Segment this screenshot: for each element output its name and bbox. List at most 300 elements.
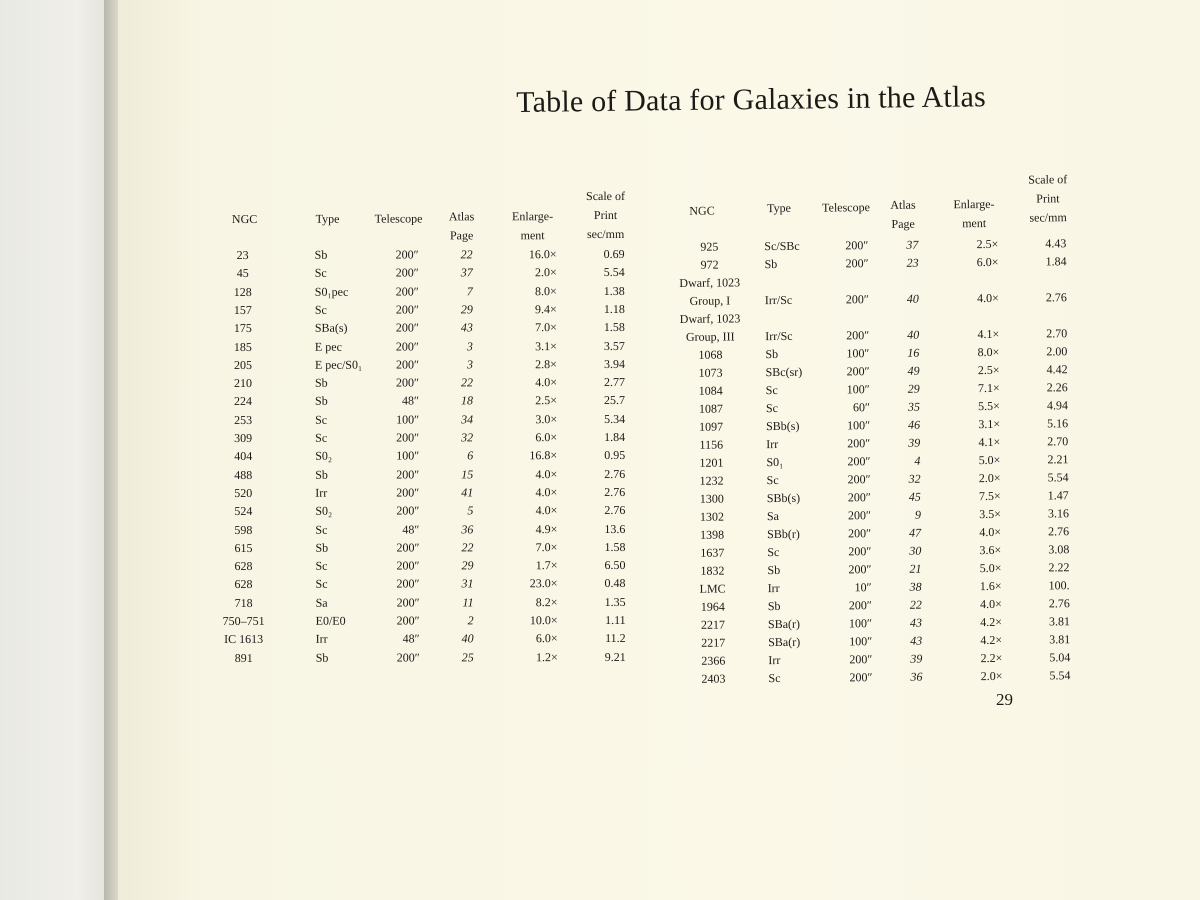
type-cell: Sc bbox=[768, 670, 781, 686]
ngc-cell: IC 1613 bbox=[224, 632, 264, 647]
enlargement-cell: 2.8× bbox=[535, 356, 557, 371]
atlas-page-cell: 23 bbox=[906, 255, 919, 270]
atlas-page-cell: 49 bbox=[907, 363, 920, 378]
telescope-cell: 200″ bbox=[396, 576, 420, 591]
header-type: Type bbox=[315, 211, 340, 226]
atlas-page-cell: 29 bbox=[460, 302, 473, 317]
ngc-cell: 1964 bbox=[700, 599, 725, 614]
atlas-page-cell: 9 bbox=[914, 507, 922, 522]
ngc-cell: 524 bbox=[234, 504, 253, 519]
header-enlargement: Enlarge- ment bbox=[512, 209, 554, 243]
enlargement-cell: 6.0× bbox=[976, 254, 999, 270]
atlas-page-cell: 46 bbox=[908, 417, 921, 432]
telescope-cell: 100″ bbox=[846, 382, 870, 397]
header-scale: Scale of Print sec/mm bbox=[585, 188, 626, 242]
type-cell: S0₂ bbox=[315, 449, 333, 464]
scale-cell: 13.6 bbox=[604, 521, 626, 536]
type-cell: SBa(r) bbox=[767, 616, 801, 632]
telescope-cell: 200″ bbox=[396, 540, 420, 555]
type-cell: Irr bbox=[767, 580, 780, 596]
ngc-cell: 1302 bbox=[699, 509, 725, 524]
enlargement-cell: 2.2× bbox=[980, 650, 1003, 666]
atlas-page-cell: 31 bbox=[461, 576, 474, 591]
enlargement-cell: 2.0× bbox=[978, 470, 1001, 486]
ngc-cell: Dwarf, 1023 bbox=[679, 311, 741, 326]
scale-cell: 1.84 bbox=[1045, 254, 1067, 269]
ngc-cell: 185 bbox=[233, 339, 252, 354]
table-row bbox=[227, 446, 687, 466]
atlas-page-cell: 37 bbox=[906, 237, 919, 252]
atlas-page-cell: 5 bbox=[467, 503, 474, 518]
ngc-cell: 925 bbox=[700, 239, 719, 254]
telescope-cell: 100″ bbox=[847, 418, 871, 433]
table-row bbox=[227, 300, 687, 320]
enlargement-cell: 1.7× bbox=[535, 558, 558, 573]
header-telescope: Telescope bbox=[374, 211, 423, 226]
atlas-page-cell: 39 bbox=[908, 435, 921, 450]
enlargement-cell: 8.2× bbox=[535, 594, 558, 609]
scale-cell: 3.81 bbox=[1049, 632, 1071, 647]
scale-cell: 3.57 bbox=[603, 338, 625, 353]
scale-cell: 2.76 bbox=[604, 484, 626, 499]
table-row bbox=[227, 519, 687, 539]
scale-cell: 5.16 bbox=[1047, 416, 1069, 431]
enlargement-cell: 4.0× bbox=[977, 290, 999, 306]
type-cell: Sc bbox=[315, 430, 328, 445]
ngc-cell: 891 bbox=[234, 650, 253, 665]
ngc-cell: Dwarf, 1023 bbox=[679, 275, 741, 290]
ngc-cell: Group, I bbox=[689, 293, 731, 308]
type-cell: SBb(s) bbox=[766, 418, 800, 434]
ngc-cell: 1097 bbox=[699, 419, 724, 434]
enlargement-cell: 3.1× bbox=[978, 416, 1001, 432]
atlas-page-cell: 16 bbox=[907, 345, 920, 360]
telescope-cell: 100″ bbox=[846, 346, 870, 361]
ngc-cell: 488 bbox=[234, 467, 253, 482]
table-row bbox=[227, 355, 687, 375]
ngc-cell: 404 bbox=[234, 449, 253, 464]
table-row bbox=[222, 611, 688, 631]
ngc-cell: 175 bbox=[233, 321, 252, 336]
type-cell: Irr/Sc bbox=[764, 292, 793, 308]
atlas-page-cell: 34 bbox=[461, 412, 474, 427]
enlargement-cell: 2.0× bbox=[534, 265, 557, 280]
telescope-cell: 200″ bbox=[395, 357, 419, 372]
ngc-cell: 1087 bbox=[698, 401, 723, 416]
telescope-cell: 200″ bbox=[848, 544, 872, 559]
atlas-page-cell: 3 bbox=[466, 357, 473, 372]
table-row bbox=[227, 245, 687, 265]
enlargement-cell: 4.2× bbox=[980, 614, 1003, 630]
enlargement-cell: 4.1× bbox=[977, 326, 1000, 342]
scale-cell: 3.94 bbox=[603, 356, 625, 371]
enlargement-cell: 5.0× bbox=[978, 452, 1001, 468]
scale-cell: 3.16 bbox=[1047, 506, 1070, 521]
type-cell: Sc bbox=[314, 266, 327, 281]
scale-cell: 5.34 bbox=[604, 411, 626, 426]
atlas-page-cell: 11 bbox=[462, 595, 474, 610]
scale-cell: 1.35 bbox=[604, 594, 626, 609]
header-atlas-page: Atlas Page bbox=[890, 197, 916, 231]
type-cell: SBb(r) bbox=[767, 526, 800, 542]
type-cell: Sc bbox=[315, 412, 328, 427]
telescope-cell: 200″ bbox=[396, 485, 420, 500]
ngc-cell: 205 bbox=[233, 357, 252, 372]
enlargement-cell: 3.1× bbox=[535, 338, 557, 353]
enlargement-cell: 3.0× bbox=[535, 411, 558, 426]
atlas-page-cell: 41 bbox=[461, 485, 474, 500]
ngc-cell: 750–751 bbox=[222, 613, 265, 629]
type-cell: Sc bbox=[765, 401, 778, 416]
telescope-cell: 200″ bbox=[395, 302, 419, 317]
ngc-cell: 718 bbox=[234, 595, 253, 610]
ngc-cell: 1232 bbox=[699, 473, 724, 488]
atlas-page-cell: 22 bbox=[460, 375, 474, 390]
scale-cell: 2.21 bbox=[1047, 452, 1069, 467]
atlas-page-cell: 35 bbox=[907, 399, 920, 414]
atlas-page-cell: 32 bbox=[908, 471, 921, 486]
atlas-page-cell: 18 bbox=[461, 393, 474, 408]
ngc-cell: 224 bbox=[234, 394, 253, 409]
telescope-cell: 200″ bbox=[848, 562, 872, 577]
table-row bbox=[227, 263, 687, 283]
scale-cell: 2.26 bbox=[1046, 380, 1068, 395]
telescope-cell: 200″ bbox=[396, 595, 420, 610]
enlargement-cell: 7.1× bbox=[977, 380, 1000, 396]
atlas-page-cell: 47 bbox=[909, 525, 922, 540]
telescope-cell: 200″ bbox=[395, 320, 419, 335]
scale-cell: 4.42 bbox=[1046, 362, 1068, 377]
table-row bbox=[227, 373, 687, 393]
table-row bbox=[227, 464, 687, 484]
telescope-cell: 200″ bbox=[847, 454, 871, 469]
enlargement-cell: 4.0× bbox=[535, 466, 558, 481]
type-cell: Sa bbox=[315, 595, 328, 610]
enlargement-cell: 8.0× bbox=[977, 344, 1000, 360]
scale-cell: 9.21 bbox=[604, 649, 626, 664]
ngc-cell: 2217 bbox=[701, 635, 726, 650]
telescope-cell: 48″ bbox=[402, 631, 420, 646]
atlas-page-cell: 37 bbox=[460, 265, 473, 280]
type-cell: Sb bbox=[314, 375, 328, 390]
galaxy-table-left bbox=[222, 0, 648, 900]
telescope-cell: 200″ bbox=[849, 670, 873, 685]
atlas-page-cell: 43 bbox=[910, 633, 923, 648]
telescope-cell: 100″ bbox=[848, 616, 873, 631]
scale-cell: 3.08 bbox=[1048, 542, 1070, 557]
scale-cell: 2.70 bbox=[1047, 434, 1069, 449]
enlargement-cell: 1.6× bbox=[979, 578, 1002, 594]
scale-cell: 11.2 bbox=[605, 631, 626, 646]
scale-cell: 2.77 bbox=[603, 375, 626, 390]
telescope-cell: 200″ bbox=[395, 247, 419, 262]
ngc-cell: 972 bbox=[700, 257, 719, 272]
type-cell: Sc bbox=[766, 472, 779, 488]
ngc-cell: 1201 bbox=[699, 455, 724, 470]
enlargement-cell: 4.0× bbox=[979, 596, 1002, 612]
type-cell: Irr bbox=[766, 437, 779, 452]
galaxy-table-right bbox=[672, 0, 1101, 900]
enlargement-cell: 6.0× bbox=[535, 430, 558, 445]
header-ngc: NGC bbox=[689, 203, 715, 218]
ngc-cell: 1398 bbox=[700, 527, 725, 542]
atlas-page-cell: 40 bbox=[907, 327, 920, 342]
enlargement-cell: 23.0× bbox=[529, 576, 558, 591]
atlas-page-cell: 39 bbox=[910, 651, 923, 666]
enlargement-cell: 16.8× bbox=[529, 448, 558, 463]
scale-cell: 0.69 bbox=[603, 246, 625, 262]
header-atlas-page: Atlas Page bbox=[448, 209, 475, 243]
telescope-cell: 200″ bbox=[847, 472, 871, 487]
table-row bbox=[228, 592, 688, 612]
scale-cell: 2.76 bbox=[604, 466, 626, 481]
type-cell: Sb bbox=[765, 346, 779, 362]
atlas-page-cell: 38 bbox=[909, 579, 922, 594]
telescope-cell: 200″ bbox=[395, 265, 419, 280]
atlas-page-cell: 22 bbox=[460, 247, 473, 262]
type-cell: Sb bbox=[315, 540, 329, 555]
enlargement-cell: 7.0× bbox=[535, 539, 558, 554]
atlas-page-cell: 21 bbox=[909, 561, 922, 576]
atlas-page-cell: 40 bbox=[906, 291, 919, 306]
atlas-page-cell: 36 bbox=[910, 669, 923, 684]
scale-cell: 2.76 bbox=[1048, 596, 1070, 611]
enlargement-cell: 4.9× bbox=[535, 521, 558, 536]
enlargement-cell: 4.0× bbox=[535, 375, 558, 390]
enlargement-cell: 10.0× bbox=[529, 613, 558, 628]
telescope-cell: 200″ bbox=[396, 503, 420, 518]
scale-cell: 5.04 bbox=[1049, 650, 1071, 665]
header-telescope: Telescope bbox=[822, 200, 870, 215]
type-cell: Sc bbox=[315, 522, 328, 537]
ngc-cell: Group, III bbox=[685, 329, 735, 344]
enlargement-cell: 2.0× bbox=[980, 668, 1003, 684]
ngc-cell: 615 bbox=[234, 540, 253, 555]
table-row bbox=[227, 556, 687, 576]
facing-page bbox=[0, 0, 112, 900]
telescope-cell: 200″ bbox=[396, 558, 420, 573]
telescope-cell: 200″ bbox=[847, 508, 872, 523]
type-cell: Sc bbox=[765, 383, 778, 398]
ngc-cell: 1156 bbox=[699, 437, 724, 452]
telescope-cell: 200″ bbox=[396, 430, 420, 445]
ngc-cell: 2217 bbox=[700, 617, 726, 632]
enlargement-cell: 7.0× bbox=[535, 320, 557, 335]
table-row bbox=[227, 501, 687, 521]
telescope-cell: 200″ bbox=[848, 526, 872, 541]
telescope-cell: 200″ bbox=[847, 436, 871, 451]
ngc-cell: 2366 bbox=[701, 653, 726, 668]
type-cell: Sc/SBc bbox=[764, 238, 800, 254]
enlargement-cell: 3.5× bbox=[979, 506, 1002, 522]
table-row bbox=[227, 318, 687, 338]
type-cell: S0₁ bbox=[766, 454, 784, 470]
scale-cell: 2.76 bbox=[1048, 524, 1070, 539]
ngc-cell: 45 bbox=[236, 266, 249, 281]
scale-cell: 0.48 bbox=[604, 576, 626, 591]
scale-cell: 2.00 bbox=[1046, 344, 1068, 359]
telescope-cell: 100″ bbox=[849, 634, 873, 649]
type-cell: Sb bbox=[315, 394, 328, 409]
scale-cell: 5.54 bbox=[1049, 668, 1071, 683]
type-cell: Sc bbox=[767, 544, 780, 560]
type-cell: Sc bbox=[315, 577, 328, 592]
type-cell: E0/E0 bbox=[315, 613, 346, 628]
telescope-cell: 48″ bbox=[402, 393, 420, 408]
telescope-cell: 100″ bbox=[396, 412, 420, 427]
atlas-page-cell: 29 bbox=[907, 381, 920, 396]
enlargement-cell: 2.5× bbox=[535, 393, 558, 408]
header-scale: Scale of Print sec/mm bbox=[1028, 172, 1068, 225]
atlas-page-cell: 4 bbox=[914, 453, 921, 468]
telescope-cell: 200″ bbox=[845, 238, 869, 253]
atlas-page-cell: 7 bbox=[466, 283, 473, 298]
scale-cell: 2.70 bbox=[1046, 326, 1068, 341]
enlargement-cell: 3.6× bbox=[979, 542, 1002, 558]
type-cell: E pec/S0₁ bbox=[314, 357, 363, 372]
scale-cell: 2.76 bbox=[604, 503, 626, 518]
enlargement-cell: 4.2× bbox=[980, 632, 1003, 648]
scale-cell: 1.47 bbox=[1047, 488, 1069, 503]
atlas-page-cell: 2 bbox=[467, 613, 474, 628]
table-row bbox=[227, 538, 687, 558]
enlargement-cell: 9.4× bbox=[535, 302, 557, 317]
atlas-page-cell: 43 bbox=[909, 615, 923, 630]
atlas-page-cell: 3 bbox=[466, 338, 473, 353]
ngc-cell: 253 bbox=[234, 412, 253, 427]
table-row bbox=[227, 483, 687, 503]
atlas-page-cell: 29 bbox=[461, 558, 474, 573]
telescope-cell: 200″ bbox=[845, 292, 869, 307]
ngc-cell: 628 bbox=[234, 559, 253, 574]
type-cell: Sb bbox=[767, 562, 781, 578]
scale-cell: 0.95 bbox=[604, 448, 626, 463]
enlargement-cell: 1.2× bbox=[535, 649, 558, 664]
atlas-page-cell: 25 bbox=[461, 649, 474, 664]
type-cell: E pec bbox=[314, 339, 342, 354]
type-cell: SBb(s) bbox=[766, 490, 801, 506]
atlas-page-cell: 43 bbox=[460, 320, 473, 335]
telescope-cell: 200″ bbox=[847, 490, 871, 505]
scale-cell: 2.76 bbox=[1045, 290, 1067, 305]
table-row bbox=[227, 409, 687, 429]
atlas-page-cell: 32 bbox=[461, 430, 474, 445]
atlas-page-cell: 22 bbox=[461, 540, 474, 555]
ngc-cell: 598 bbox=[234, 522, 253, 537]
type-cell: S0₂ bbox=[315, 503, 333, 518]
type-cell: Sc bbox=[314, 302, 327, 317]
atlas-page-cell: 30 bbox=[909, 543, 922, 558]
type-cell: S0₁pec bbox=[314, 284, 349, 299]
scale-cell: 4.94 bbox=[1046, 398, 1068, 413]
atlas-page-cell: 40 bbox=[461, 631, 474, 646]
ngc-cell: 23 bbox=[236, 247, 249, 262]
scale-cell: 5.54 bbox=[603, 265, 625, 280]
header-ngc: NGC bbox=[231, 211, 258, 226]
atlas-page-cell: 36 bbox=[461, 521, 474, 536]
type-cell: SBa(s) bbox=[314, 320, 348, 335]
type-cell: SBc(sr) bbox=[765, 364, 803, 380]
ngc-cell: 309 bbox=[234, 430, 253, 445]
ngc-cell: 1832 bbox=[700, 563, 725, 578]
header-enlargement: Enlarge- ment bbox=[953, 196, 995, 231]
scale-cell: 1.38 bbox=[603, 283, 625, 298]
scale-cell: 2.22 bbox=[1048, 560, 1070, 575]
telescope-cell: 200″ bbox=[396, 613, 420, 628]
scale-cell: 100. bbox=[1048, 578, 1070, 593]
table-row bbox=[227, 281, 687, 301]
telescope-cell: 48″ bbox=[402, 521, 420, 537]
enlargement-cell: 2.5× bbox=[977, 362, 1000, 378]
telescope-cell: 200″ bbox=[846, 328, 870, 343]
telescope-cell: 200″ bbox=[845, 256, 869, 271]
scale-cell: 25.7 bbox=[604, 393, 626, 408]
enlargement-cell: 2.5× bbox=[976, 236, 999, 252]
telescope-cell: 200″ bbox=[395, 375, 420, 390]
scale-cell: 6.50 bbox=[604, 558, 626, 573]
ngc-cell: 1068 bbox=[698, 347, 723, 362]
type-cell: Sb bbox=[764, 257, 778, 272]
scale-cell: 1.58 bbox=[603, 320, 625, 335]
enlargement-cell: 5.0× bbox=[979, 560, 1002, 576]
scale-cell: 1.58 bbox=[604, 539, 626, 554]
type-cell: Irr bbox=[315, 485, 328, 500]
telescope-cell: 10″ bbox=[854, 580, 872, 595]
type-cell: Sb bbox=[314, 247, 328, 262]
scale-cell: 4.43 bbox=[1045, 236, 1067, 251]
table-row bbox=[228, 574, 688, 594]
telescope-cell: 200″ bbox=[848, 598, 872, 613]
ngc-cell: 628 bbox=[234, 577, 253, 592]
type-cell: Irr bbox=[315, 632, 328, 647]
ngc-cell: 128 bbox=[233, 284, 252, 299]
type-cell: SBa(r) bbox=[768, 634, 801, 650]
ngc-cell: 1084 bbox=[698, 383, 723, 398]
type-cell: Sb bbox=[315, 467, 328, 482]
scale-cell: 1.84 bbox=[604, 429, 626, 445]
telescope-cell: 200″ bbox=[846, 364, 870, 379]
atlas-page-cell: 45 bbox=[908, 489, 921, 504]
ngc-cell: 1073 bbox=[698, 365, 723, 380]
type-cell: Sc bbox=[315, 558, 328, 573]
type-cell: Sb bbox=[767, 598, 781, 614]
table-row bbox=[224, 629, 688, 649]
telescope-cell: 200″ bbox=[396, 650, 420, 665]
header-type: Type bbox=[767, 200, 791, 216]
enlargement-cell: 8.0× bbox=[534, 283, 557, 298]
telescope-cell: 200″ bbox=[395, 284, 419, 299]
enlargement-cell: 4.0× bbox=[979, 524, 1002, 540]
ngc-cell: 520 bbox=[234, 485, 253, 500]
page-number: 29 bbox=[996, 690, 1013, 709]
table-row bbox=[678, 666, 1138, 689]
enlargement-cell: 4.1× bbox=[978, 434, 1001, 450]
enlargement-cell: 5.5× bbox=[978, 398, 1000, 414]
enlargement-cell: 6.0× bbox=[535, 631, 558, 646]
atlas-page-cell: 6 bbox=[467, 448, 474, 463]
atlas-page-cell: 22 bbox=[909, 597, 922, 612]
enlargement-cell: 16.0× bbox=[528, 247, 557, 262]
scale-cell: 1.11 bbox=[605, 612, 626, 628]
telescope-cell: 200″ bbox=[395, 338, 419, 354]
type-cell: Irr bbox=[768, 652, 781, 668]
telescope-cell: 200″ bbox=[396, 467, 420, 482]
ngc-cell: LMC bbox=[699, 581, 726, 596]
scale-cell: 5.54 bbox=[1047, 470, 1069, 485]
enlargement-cell: 4.0× bbox=[535, 503, 558, 518]
enlargement-cell: 7.5× bbox=[978, 488, 1001, 504]
ngc-cell: 1300 bbox=[699, 491, 724, 506]
